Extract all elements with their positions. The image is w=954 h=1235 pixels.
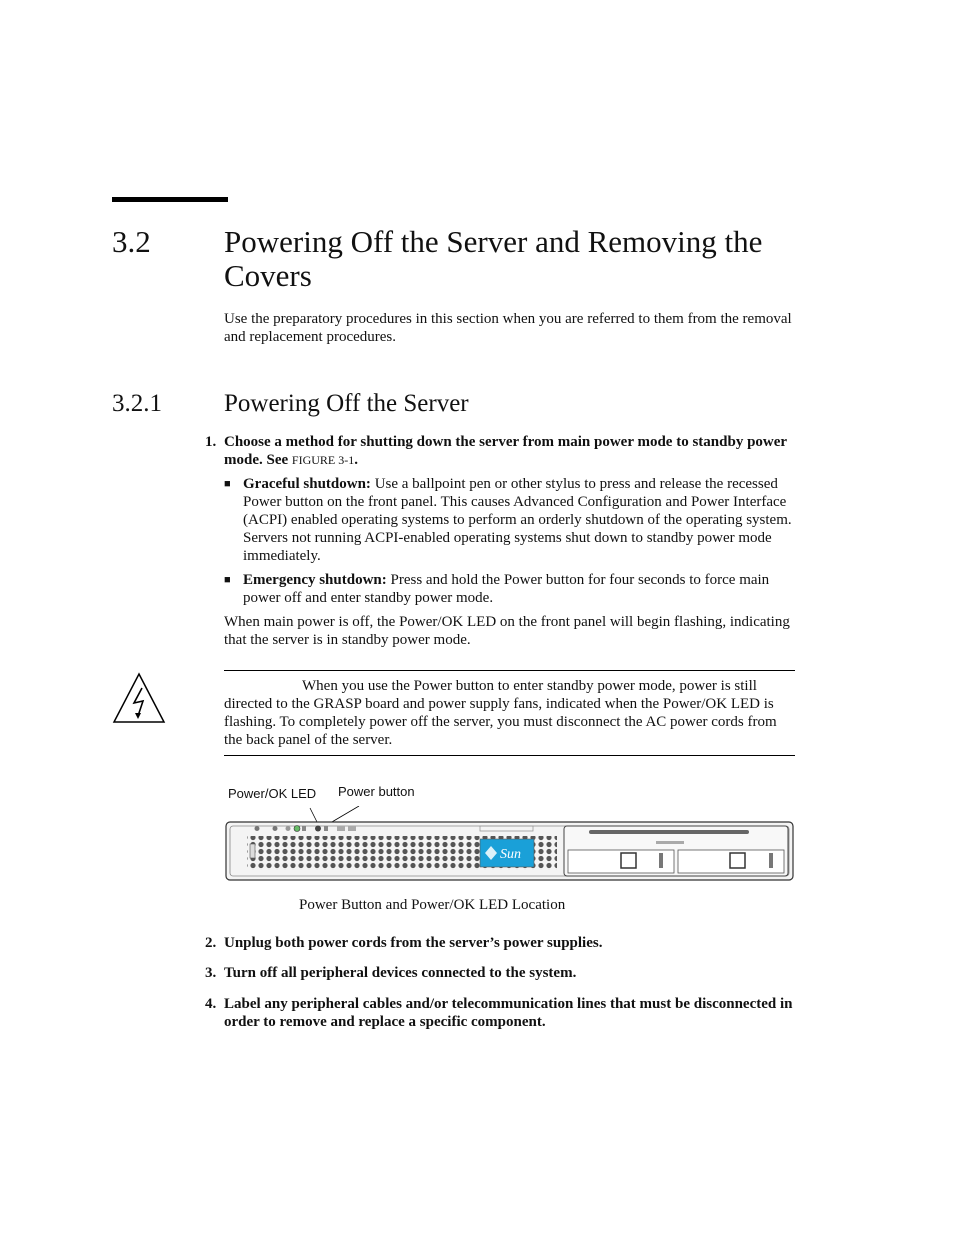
section-intro: Use the preparatory procedures in this section when you are referred to them from the removal and replacement procedures.: [224, 311, 792, 345]
step-3: [205, 964, 795, 982]
caution-text: When you use the Power button to enter standby power mode, power is still directed to the GRASP board and power supply fans, indicated when the Power/OK LED is flashing. To completely power off the server, you must disconnect the AC power cords from the back panel of the server.: [224, 678, 777, 748]
bullet-text: Press and hold the Power button for four seconds to force main power off and enter standby power mode.: [243, 572, 770, 606]
step-text: Label any peripheral cables and/or telecommunication lines that must be disconnected in order to remove and replace a specific component.: [224, 996, 793, 1030]
section-title: Powering Off the Server and Removing the Covers: [224, 224, 763, 293]
section-rule: [112, 197, 228, 202]
step-number: 2.: [205, 935, 217, 951]
bullet-square-icon: ■: [224, 574, 231, 586]
step-text: Turn off all peripheral devices connected to the system.: [224, 965, 577, 981]
bullet-square-icon: ■: [224, 478, 231, 490]
standby-paragraph: When main power is off, the Power/OK LED on the front panel will begin flashing, indicating that the server is in standby power mode.: [224, 614, 790, 648]
bullet-graceful-shutdown: [224, 475, 796, 565]
subsection-title: Powering Off the Server: [224, 390, 469, 417]
step-number: 3.: [205, 965, 217, 981]
power-ok-led-icon: [294, 826, 300, 832]
bullet-text: Use a ballpoint pen or other stylus to press and release the recessed Power button on the front panel. This causes Advanced Configuration and Power Interface (ACPI) enabled operating systems to perform an orderly shutdown of the operating system. Servers not running ACPI-enabled operating systems shut down to standby power mode immediately.: [243, 476, 792, 564]
step-4: [205, 995, 795, 1031]
bullet-label: Graceful shutdown:: [243, 476, 371, 492]
step-number: 4.: [205, 996, 217, 1012]
bullet-emergency-shutdown: [224, 571, 796, 607]
power-button-icon: [315, 826, 321, 832]
step-1: [205, 433, 795, 469]
figure-reference[interactable]: FIGURE 3-1: [291, 453, 355, 467]
svg-text:Sun: Sun: [500, 847, 521, 862]
caution-rule-bottom: [224, 755, 795, 756]
locator-icon: [255, 826, 260, 831]
bullet-label: Emergency shutdown:: [243, 572, 387, 588]
step-text: Unplug both power cords from the server’s power supplies.: [224, 935, 603, 951]
callout-power-button: Power button: [338, 784, 415, 799]
step-text: Choose a method for shutting down the server from main power mode to standby power mode. See FIGURE 3-1.: [224, 434, 787, 468]
subsection-number: 3.2.1: [112, 390, 162, 417]
server-front-panel-figure: [225, 806, 795, 882]
step-number: 1.: [205, 434, 217, 450]
callout-power-ok-led: Power/OK LED: [228, 786, 317, 801]
section-number: 3.2: [112, 224, 151, 259]
caution-rule-top: [224, 670, 795, 671]
figure-caption: Power Button and Power/OK LED Location: [299, 897, 566, 913]
step-2: [205, 934, 795, 952]
dvd-slot: [589, 830, 749, 834]
electrical-hazard-icon: [111, 671, 167, 725]
